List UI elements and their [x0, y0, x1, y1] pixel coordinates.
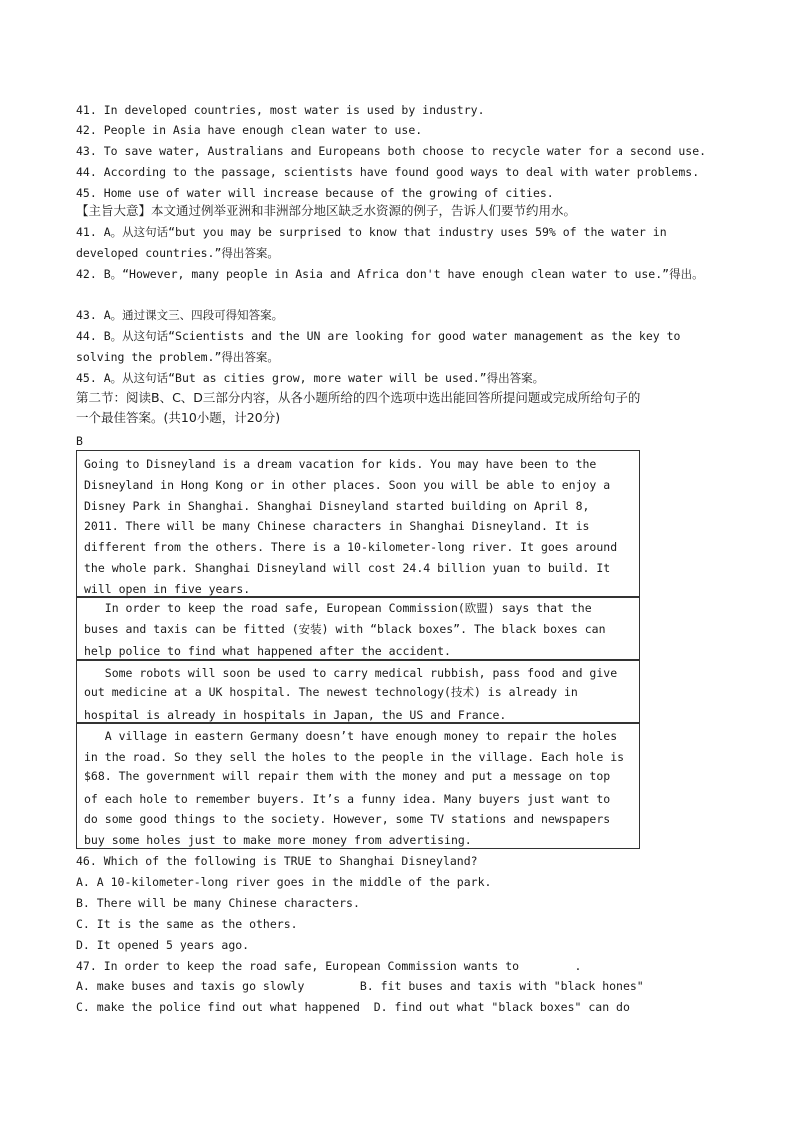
- passage-line: Disneyland in Hong Kong or in other places. Soon you will be able to enjoy a: [84, 478, 611, 492]
- passage-line: In order to keep the road safe, European Commission(欧盟) says that the: [84, 601, 592, 615]
- answer-45: 45. A。从这句话“But as cities grow, more water will be used.”得出答案。: [76, 371, 545, 385]
- question-46: 46. Which of the following is TRUE to Shanghai Disneyland?: [76, 854, 478, 868]
- option-47-cd: C. make the police find out what happened D. find out what "black boxes" can do: [76, 1000, 630, 1014]
- option-46-d: D. It opened 5 years ago.: [76, 938, 250, 952]
- passage-line: 2011. There will be many Chinese characters in Shanghai Disneyland. It is: [84, 519, 590, 533]
- passage-line: of each hole to remember buyers. It’s a funny idea. Many buyers just want to: [84, 792, 611, 806]
- passage-line: Disney Park in Shanghai. Shanghai Disneyland started building on April 8,: [84, 499, 590, 513]
- passage-line: Some robots will soon be used to carry medical rubbish, pass food and give: [84, 666, 618, 680]
- passage-line: buses and taxis can be fitted (安装) with “black boxes”. The black boxes can: [84, 622, 606, 636]
- section-header-line2: 一个最佳答案。(共10小题，计20分): [76, 410, 281, 425]
- answer-44-cont: solving the problem.”得出答案。: [76, 350, 279, 364]
- passage-line: help police to find what happened after the accident.: [84, 644, 451, 658]
- passage-disneyland: [76, 450, 640, 597]
- option-46-c: C. It is the same as the others.: [76, 917, 298, 931]
- passage-line: in the road. So they sell the holes to the people in the village. Each hole is: [84, 750, 625, 764]
- answer-43: 43. A。通过课文三、四段可得知答案。: [76, 308, 284, 322]
- option-46-a: A. A 10-kilometer-long river goes in the middle of the park.: [76, 875, 492, 889]
- passage-line: do some good things to the society. However, some TV stations and newspapers: [84, 812, 611, 826]
- passage-line: the whole park. Shanghai Disneyland will cost 24.4 billion yuan to build. It: [84, 561, 611, 575]
- summary: 【主旨大意】本文通过例举亚洲和非洲部分地区缺乏水资源的例子，告诉人们要节约用水。: [76, 203, 577, 218]
- option-47-ab: A. make buses and taxis go slowly B. fit buses and taxis with "black hones": [76, 979, 644, 993]
- section-label: B: [76, 434, 83, 448]
- passage-line: different from the others. There is a 10-kilometer-long river. It goes around: [84, 540, 618, 554]
- passage-line: A village in eastern Germany doesn’t have enough money to repair the holes: [84, 729, 618, 743]
- passage-line: $68. The government will repair them with the money and put a message on top: [84, 769, 611, 783]
- section-header-line1: 第二节：阅读B、C、D三部分内容，从各小题所给的四个选项中选出能回答所提问题或完成所给句子的: [76, 390, 641, 405]
- passage-line: out medicine at a UK hospital. The newest technology(技术) is already in: [84, 685, 578, 699]
- question-47: 47. In order to keep the road safe, European Commission wants to .: [76, 959, 582, 973]
- answer-41: 41. A。从这句话“but you may be surprised to know that industry uses 59% of the water in: [76, 225, 667, 239]
- statement-42: 42. People in Asia have enough clean water to use.: [76, 123, 423, 137]
- passage-black-boxes: [76, 597, 640, 660]
- passage-line: Going to Disneyland is a dream vacation for kids. You may have been to the: [84, 457, 597, 471]
- answer-42: 42. B。“However, many people in Asia and Africa don't have enough clean water to use.”得出。: [76, 267, 704, 281]
- passage-robots: [76, 660, 640, 723]
- statement-45: 45. Home use of water will increase because of the growing of cities.: [76, 186, 554, 200]
- statement-41: 41. In developed countries, most water is used by industry.: [76, 103, 485, 117]
- statement-44: 44. According to the passage, scientists have found good ways to deal with water problems.: [76, 165, 700, 179]
- passage-holes: [76, 723, 640, 849]
- passage-line: buy some holes just to make more money from advertising.: [84, 833, 472, 847]
- option-46-b: B. There will be many Chinese characters.: [76, 896, 360, 910]
- statement-43: 43. To save water, Australians and Europeans both choose to recycle water for a second use.: [76, 144, 707, 158]
- passage-line: hospital is already in hospitals in Japan, the US and France.: [84, 708, 507, 722]
- answer-44: 44. B。从这句话“Scientists and the UN are looking for good water management as the key to: [76, 329, 681, 343]
- answer-41-cont: developed countries.”得出答案。: [76, 246, 279, 260]
- passage-line: will open in five years.: [84, 582, 251, 596]
